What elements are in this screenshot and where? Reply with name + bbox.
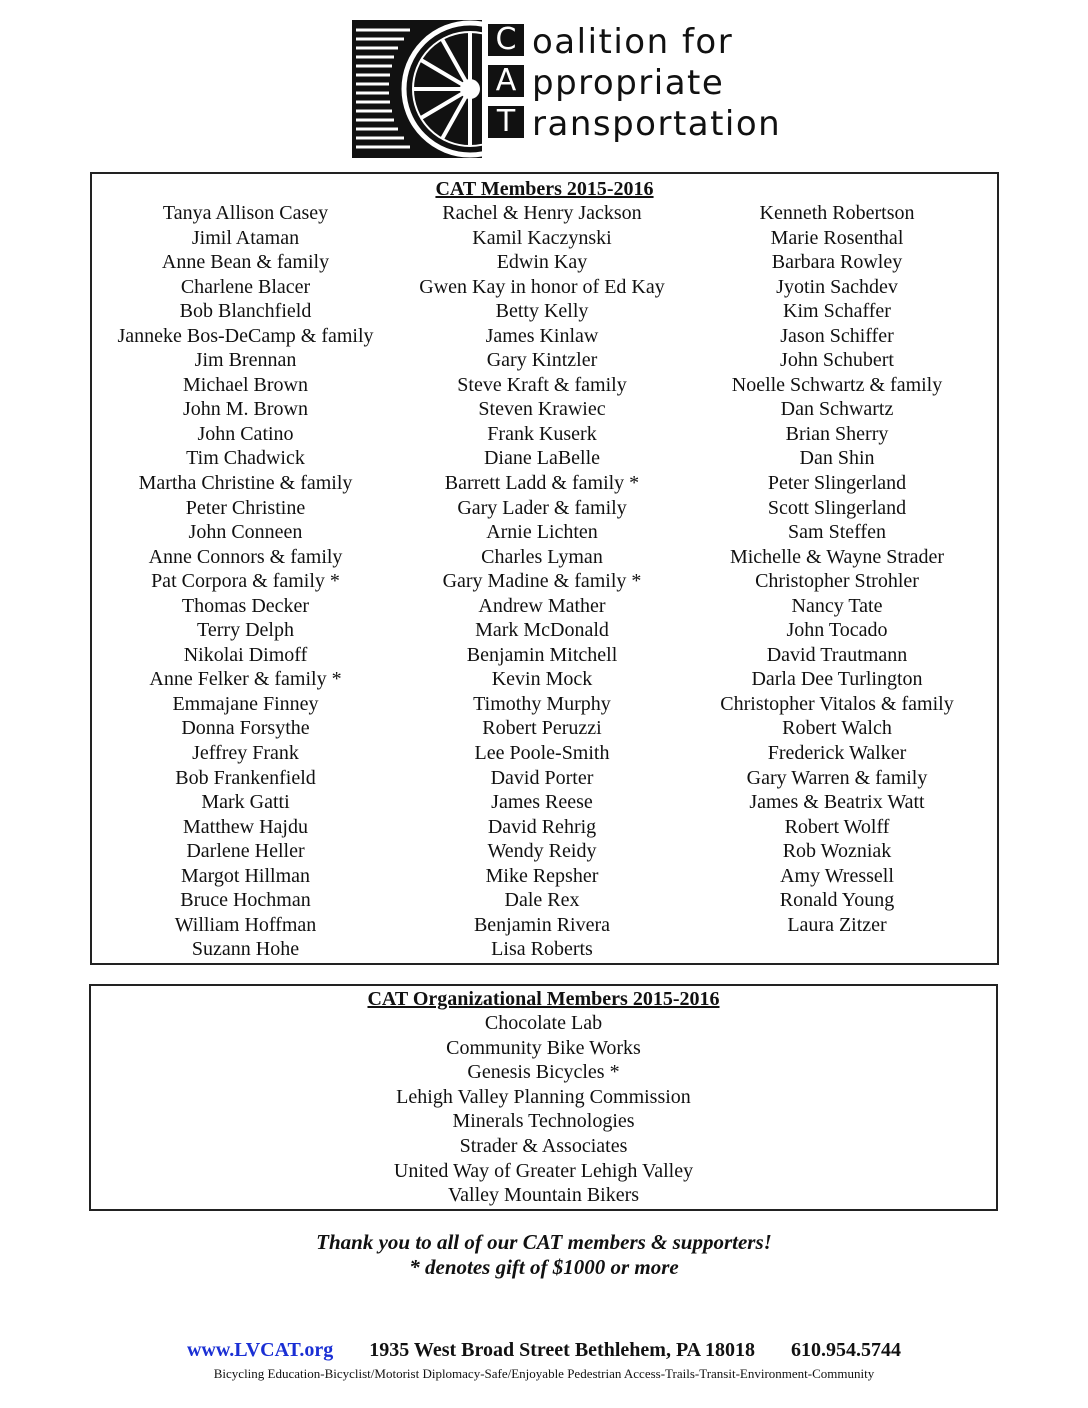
member-name: Gwen Kay in honor of Ed Kay <box>419 275 665 298</box>
member-name: Anne Bean & family <box>161 251 330 274</box>
member-name: Mark Gatti <box>201 791 290 814</box>
member-name: Amy Wressell <box>780 864 894 887</box>
member-name: Peter Slingerland <box>767 472 907 495</box>
logo-letter: A <box>488 65 524 97</box>
member-name: Barrett Ladd & family * <box>444 472 640 495</box>
member-name: Kamil Kaczynski <box>472 226 612 249</box>
member-name: Robert Wolff <box>784 815 890 838</box>
member-name: Bob Blanchfield <box>179 300 312 323</box>
member-name: Wendy Reidy <box>487 840 597 863</box>
member-name: Sam Steffen <box>788 521 886 544</box>
member-name: John Tocado <box>786 619 888 642</box>
member-name: Noelle Schwartz & family <box>731 373 943 396</box>
member-name: Frank Kuserk <box>487 422 597 445</box>
member-name: Gary Kintzler <box>486 349 598 372</box>
member-name: Peter Christine <box>185 496 306 519</box>
organizations-box <box>89 984 998 1211</box>
member-name: Jeffrey Frank <box>192 742 299 765</box>
members-box <box>90 172 999 965</box>
members-column-3 <box>685 201 989 937</box>
logo-initials <box>488 24 528 156</box>
member-name: John M. Brown <box>182 398 308 421</box>
member-name: Dan Schwartz <box>780 398 894 421</box>
organization-name: United Way of Greater Lehigh Valley <box>393 1159 694 1182</box>
logo-letter: T <box>488 106 524 138</box>
member-name: Janneke Bos-DeCamp & family <box>117 324 374 347</box>
thank-you-line: Thank you to all of our CAT members & supporters! <box>316 1230 772 1254</box>
member-name: Frederick Walker <box>767 742 907 765</box>
member-name: Pat Corpora & family * <box>151 570 340 593</box>
member-name: Darla Dee Turlington <box>751 668 923 691</box>
footer-contact <box>0 1338 1088 1362</box>
member-name: Lee Poole-Smith <box>474 742 610 765</box>
website-link[interactable]: www.LVCAT.org <box>186 1339 334 1361</box>
footer-tagline: Bicycling Education-Bicyclist/Motorist Diplomacy-Safe/Enjoyable Pedestrian Access-Trails-Transit-Environment-Community <box>213 1366 875 1381</box>
member-name: Mike Repsher <box>485 864 599 887</box>
member-name: Ronald Young <box>779 889 895 912</box>
member-name: David Porter <box>490 766 594 789</box>
member-name: William Hoffman <box>174 913 317 936</box>
member-name: Jyotin Sachdev <box>776 275 898 298</box>
member-name: Donna Forsythe <box>181 717 310 740</box>
member-name: Tanya Allison Casey <box>162 202 329 224</box>
phone-number: 610.954.5744 <box>791 1339 902 1361</box>
member-name: Martha Christine & family <box>138 472 353 495</box>
member-name: Marie Rosenthal <box>770 226 904 249</box>
member-name: Dale Rex <box>504 889 580 912</box>
member-name: Charles Lyman <box>481 545 603 568</box>
member-name: Suzann Hohe <box>191 938 300 961</box>
member-name: James Reese <box>491 791 593 814</box>
member-name: Bob Frankenfield <box>175 766 316 789</box>
member-name: Rob Wozniak <box>782 840 892 863</box>
member-name: Lisa Roberts <box>491 938 593 961</box>
member-name: Jason Schiffer <box>780 324 894 347</box>
organization-name: Valley Mountain Bikers <box>447 1184 640 1207</box>
member-name: John Catino <box>197 422 294 445</box>
member-name: James & Beatrix Watt <box>749 791 925 814</box>
member-name: Nikolai Dimoff <box>183 643 308 666</box>
member-name: Darlene Heller <box>186 840 305 863</box>
member-name: Edwin Kay <box>496 251 588 274</box>
member-name: Steven Krawiec <box>478 398 606 421</box>
gift-note: * denotes gift of $1000 or more <box>409 1255 679 1279</box>
organization-name: Minerals Technologies <box>452 1110 635 1133</box>
member-name: Diane LaBelle <box>483 447 601 470</box>
member-name: Betty Kelly <box>495 300 589 323</box>
members-column-1 <box>92 201 399 962</box>
member-name: Jim Brennan <box>194 349 297 372</box>
member-name: David Trautmann <box>766 643 908 666</box>
member-name: Anne Felker & family * <box>149 668 342 691</box>
member-name: Michael Brown <box>183 373 308 396</box>
member-name: Matthew Hajdu <box>183 815 308 838</box>
address: 1935 West Broad Street Bethlehem, PA 18018 <box>369 1339 756 1361</box>
member-name: Tim Chadwick <box>186 447 305 470</box>
member-name: John Conneen <box>188 521 303 544</box>
members-column-2 <box>389 201 695 962</box>
organization-name: Chocolate Lab <box>484 1012 603 1034</box>
logo-word: ransportation <box>532 104 782 144</box>
member-name: Christopher Vitalos & family <box>720 692 954 715</box>
organizations-title: CAT Organizational Members 2015-2016 <box>367 988 720 1010</box>
member-name: Robert Peruzzi <box>482 717 602 740</box>
wagon-wheel-icon <box>352 20 482 158</box>
member-name: Thomas Decker <box>181 594 310 617</box>
organization-name: Community Bike Works <box>446 1036 641 1059</box>
member-name: Laura Zitzer <box>787 913 887 936</box>
member-name: James Kinlaw <box>485 324 599 347</box>
member-name: Emmajane Finney <box>172 692 319 715</box>
member-name: Steve Kraft & family <box>457 373 627 396</box>
member-name: Gary Madine & family * <box>442 570 642 593</box>
logo-wordmark <box>532 22 781 145</box>
member-name: John Schubert <box>780 349 894 372</box>
member-name: Kim Schaffer <box>783 300 891 323</box>
organizations-list <box>91 1011 996 1208</box>
member-name: Gary Lader & family <box>457 496 627 519</box>
member-name: Arnie Lichten <box>486 521 598 544</box>
member-name: Michelle & Wayne Strader <box>729 545 945 568</box>
member-name: Kenneth Robertson <box>759 202 915 224</box>
member-name: Jimil Ataman <box>191 226 300 249</box>
logo-letter: C <box>488 24 524 56</box>
logo-word: ppropriate <box>532 63 725 103</box>
member-name: Benjamin Rivera <box>473 913 611 936</box>
cat-logo <box>352 20 792 158</box>
logo-word: oalition for <box>532 22 734 62</box>
member-name: Gary Warren & family <box>746 766 928 789</box>
member-name: Scott Slingerland <box>767 496 907 519</box>
organization-name: Genesis Bicycles * <box>467 1061 620 1084</box>
member-name: Charlene Blacer <box>180 275 311 298</box>
organization-name: Strader & Associates <box>459 1134 628 1157</box>
member-name: Anne Connors & family <box>148 545 343 568</box>
member-name: David Rehrig <box>487 815 597 838</box>
organization-name: Lehigh Valley Planning Commission <box>396 1085 691 1108</box>
member-name: Andrew Mather <box>478 594 606 617</box>
member-name: Christopher Strohler <box>755 570 919 593</box>
member-name: Timothy Murphy <box>473 692 611 715</box>
member-name: Bruce Hochman <box>180 889 311 912</box>
member-name: Kevin Mock <box>491 668 593 691</box>
member-name: Rachel & Henry Jackson <box>442 202 642 224</box>
member-name: Barbara Rowley <box>771 251 903 274</box>
member-name: Brian Sherry <box>785 422 889 445</box>
member-name: Margot Hillman <box>180 864 311 887</box>
members-title: CAT Members 2015-2016 <box>435 178 654 200</box>
member-name: Dan Shin <box>799 447 875 470</box>
member-name: Robert Walch <box>782 717 892 740</box>
member-name: Benjamin Mitchell <box>466 643 618 666</box>
member-name: Terry Delph <box>197 619 294 642</box>
member-name: Nancy Tate <box>791 594 883 617</box>
member-name: Mark McDonald <box>475 619 609 642</box>
